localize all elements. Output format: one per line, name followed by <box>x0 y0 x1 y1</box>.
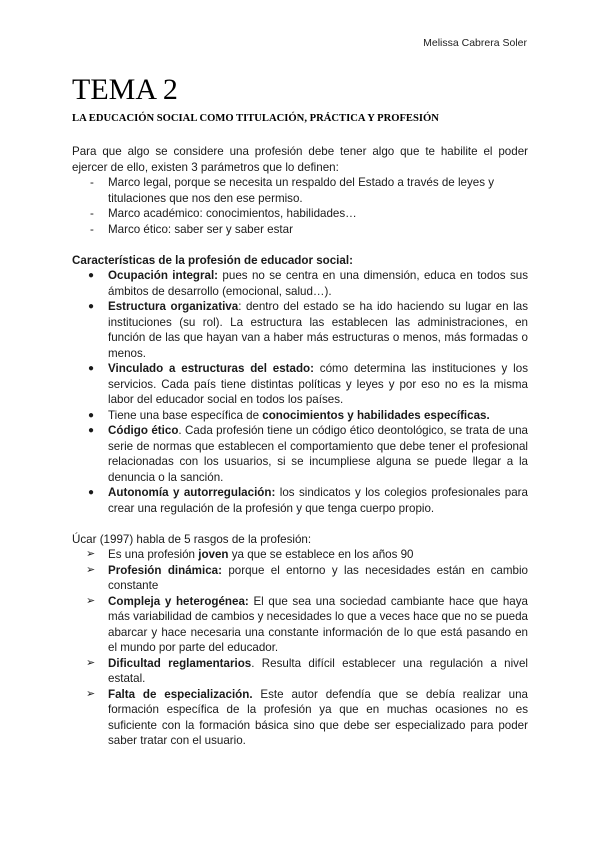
characteristics-list <box>72 268 528 516</box>
dash-bullet: - <box>90 222 94 236</box>
list-item: ● Autonomía y autorregulación: los sindicatos y los colegios profesionales para crear una regulación de la profesión y que tenga cuerpo propio. <box>88 486 528 515</box>
round-bullet-icon: ● <box>88 270 95 281</box>
list-item: ● Vinculado a estructuras del estado: cómo determina las instituciones y los servicios. Cada país tiene distintas políticas y leyes y por eso no es la misma labor del educador social en todos los países. <box>88 362 528 406</box>
list-item: ● Código ético. Cada profesión tiene un código ético deontológico, se trata de una serie de normas que establecen el comportamiento que debe tener el profesional relacionadas con los usuarios, si se incumpliese alguna se puede llegar a la denuncia o la sanción. <box>88 424 528 484</box>
intro-paragraph: Para que algo se considere una profesión debe tener algo que te habilite el poder ejercer de ello, existen 3 parámetros que lo definen: <box>72 145 528 174</box>
round-bullet-icon: ● <box>88 301 95 312</box>
list-item: ➢ Profesión dinámica: porque el entorno y las necesidades están en cambio constante <box>86 563 528 592</box>
list-item: ➢ Dificultad reglamentarios. Resulta difícil establecer una regulación a nivel estatal. <box>86 656 528 685</box>
author-header: Melissa Cabrera Soler <box>423 37 527 49</box>
traits-intro: Úcar (1997) habla de 5 rasgos de la profesión: <box>72 532 312 546</box>
round-bullet-icon: ● <box>88 363 95 374</box>
list-item: ➢ Compleja y heterogénea: El que sea una sociedad cambiante hace que haya más variabilidad de cambios y necesidades lo que a veces hace que no se pueda abarcar y hace necesaria una constante información de lo que está pasando en el mundo por parte del educador. <box>86 594 528 654</box>
dash-bullet: - <box>90 176 94 189</box>
characteristics-heading: Características de la profesión de educador social: <box>72 253 353 267</box>
round-bullet-icon: ● <box>88 425 95 436</box>
list-item: ➢ Es una profesión joven ya que se establece en los años 90 <box>86 548 414 561</box>
document-body <box>72 144 528 749</box>
list-item: ● Ocupación integral: pues no se centra en una dimensión, educa en todos sus ámbitos de desarrollo (emocional, salud…). <box>88 269 528 298</box>
arrow-bullet-icon: ➢ <box>86 563 96 576</box>
list-item: ● Tiene una base específica de conocimientos y habilidades específicas. <box>88 408 490 422</box>
arrow-bullet-icon: ➢ <box>86 656 96 669</box>
arrow-bullet-icon: ➢ <box>86 687 96 700</box>
list-item: ● Estructura organizativa: dentro del estado se ha ido haciendo su lugar en las instituciones (su rol). La estructura las establecen las administraciones, en función de las que hayan van a haber más estructuras o menos, más formadas o menos. <box>88 300 528 360</box>
list-item: - Marco legal, porque se necesita un respaldo del Estado a través de leyes y titulaciones que nos den ese permiso. <box>90 176 495 205</box>
page-title: TEMA 2 <box>72 73 178 106</box>
list-item: - Marco académico: conocimientos, habilidades… <box>90 207 357 220</box>
page-subtitle: LA EDUCACIÓN SOCIAL COMO TITULACIÓN, PRÁCTICA Y PROFESIÓN <box>72 113 439 124</box>
traits-list <box>72 547 528 749</box>
arrow-bullet-icon: ➢ <box>86 548 96 560</box>
round-bullet-icon: ● <box>88 409 95 421</box>
round-bullet-icon: ● <box>88 487 95 498</box>
arrow-bullet-icon: ➢ <box>86 594 96 607</box>
list-item: ➢ Falta de especialización. Este autor defendía que se debía realizar una formación específica de la profesión ya que en muchas ocasiones no es suficiente con la formación básica sino que debe ser especializado para poder saber tratar con el usuario. <box>86 687 528 747</box>
list-item: - Marco ético: saber ser y saber estar <box>90 222 293 236</box>
parameters-list <box>72 175 528 237</box>
dash-bullet: - <box>90 207 94 220</box>
